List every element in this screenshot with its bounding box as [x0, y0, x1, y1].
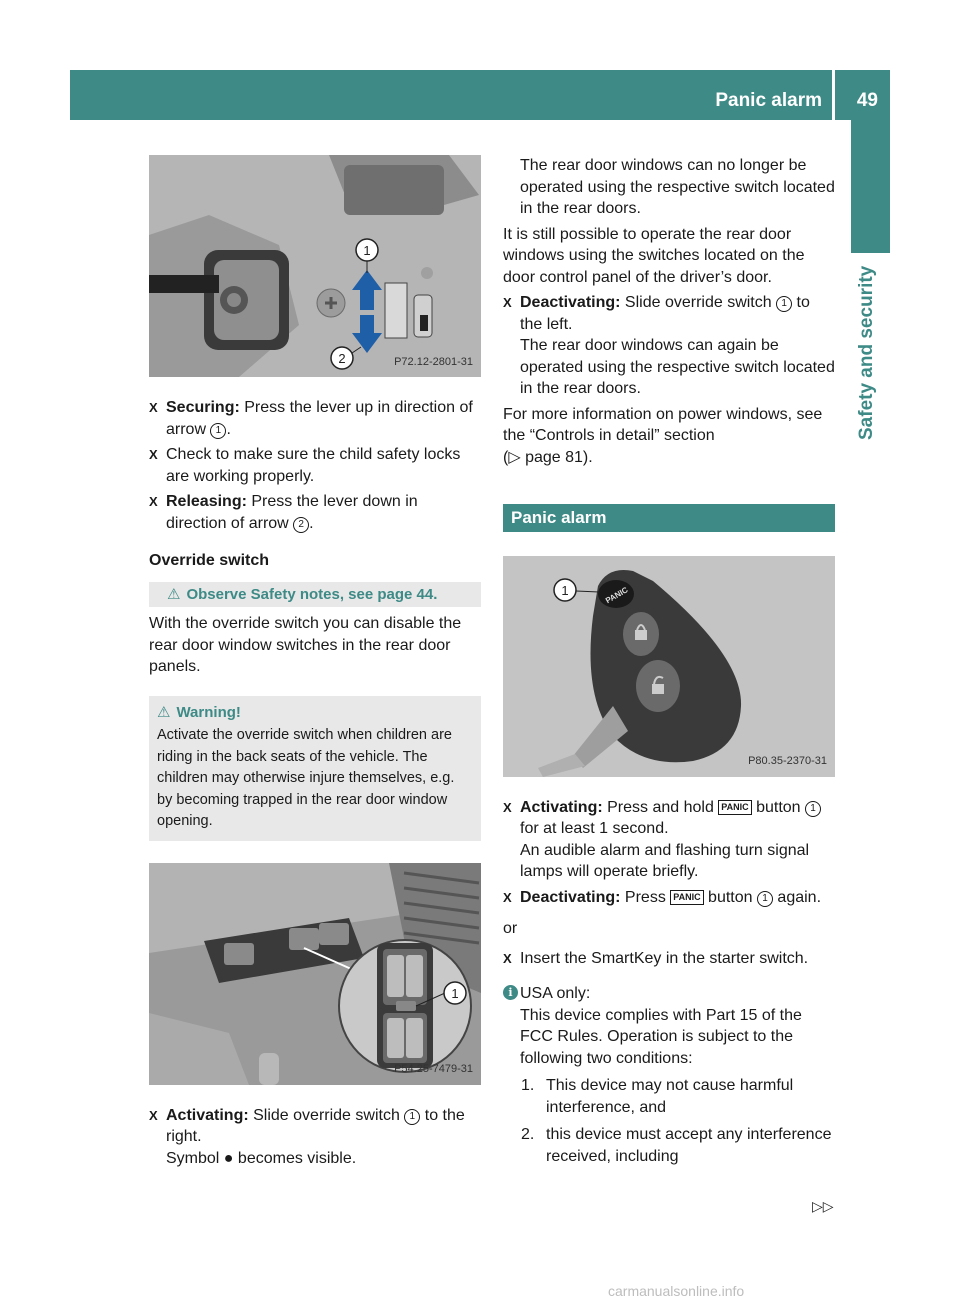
step-marker: X	[503, 295, 512, 310]
step-label: Deactivating:	[520, 294, 621, 311]
figure-callout-1: 1	[451, 985, 459, 1001]
page-number: 49	[856, 90, 878, 111]
callout-ref: 1	[210, 423, 226, 439]
page-header	[70, 70, 890, 120]
figure-callout-1: 1	[363, 243, 371, 258]
override-switch-illustration	[149, 863, 481, 1085]
step-text: Press the lever down in direction of arrow	[166, 493, 418, 532]
smartkey-illustration	[503, 556, 835, 777]
more-info-text	[503, 404, 835, 469]
step-text: Insert the SmartKey in the starter switch.	[520, 949, 809, 967]
step-text-mid: button	[751, 798, 806, 816]
callout-ref: 1	[805, 801, 821, 817]
figure-code: P54.25-7479-31	[394, 1063, 473, 1075]
override-switch-figure	[149, 863, 481, 1085]
figure-callout-2: 2	[338, 351, 346, 366]
step-marker: X	[503, 799, 512, 815]
info-text: This device complies with Part 15 of the FCC Rules. Operation is subject to the following two conditions:	[520, 1006, 802, 1067]
side-tab	[851, 120, 890, 253]
step-text: Slide override switch	[248, 1106, 405, 1124]
step-text: Press	[620, 888, 671, 906]
step-activating-override	[149, 1105, 481, 1170]
step-marker: X	[149, 400, 158, 415]
step-releasing	[149, 491, 481, 534]
rear-windows-text: The rear door windows can no longer be operated using the respective switch located in the rear doors.	[520, 157, 835, 217]
step-marker: X	[503, 950, 512, 966]
info-note	[503, 983, 835, 1069]
step-marker: X	[503, 889, 512, 905]
continue-arrows-icon: ▷▷	[812, 1198, 834, 1214]
step-check	[149, 444, 481, 487]
section-heading: Panic alarm	[503, 504, 835, 532]
step-label: Deactivating:	[520, 888, 621, 906]
warning-triangle-icon: ⚠	[167, 585, 181, 603]
step-text-end: for at least 1 second.	[520, 820, 669, 837]
step-deactivating-panic	[503, 887, 835, 909]
step-text-mid: button	[703, 888, 757, 906]
callout-ref: 1	[776, 296, 792, 312]
step-text-end: again.	[772, 888, 822, 906]
figure-callout-1: 1	[561, 582, 569, 598]
callout-ref: 1	[404, 1109, 420, 1125]
step-label: Activating:	[166, 1106, 249, 1124]
step-label: Activating:	[520, 798, 603, 816]
smartkey-figure	[503, 556, 835, 777]
step-text: Press the lever up in direction of arrow	[166, 399, 473, 438]
step-label: Releasing:	[166, 493, 247, 510]
info-title: USA only:	[520, 985, 591, 1002]
step-marker: X	[149, 447, 158, 462]
still-possible-text: It is still possible to operate the rear door windows using the switches located on the door control panel of the driver’s door.	[503, 225, 805, 286]
step-line2: The rear door windows can again be operated using the respective switch located in the rear doors.	[520, 337, 835, 397]
step-text-end: .	[226, 420, 231, 438]
panic-key-icon: PANIC	[718, 800, 751, 815]
step-line2: An audible alarm and flashing turn signal lamps will operate briefly.	[520, 841, 810, 880]
warning-text: Activate the override switch when children are riding in the back seats of the vehicle. The children may otherwise injure themselves, e.g. by becoming trapped in the rear door window opening.	[157, 727, 455, 829]
safety-note-text: Observe Safety notes, see page 44.	[186, 585, 438, 603]
step-marker: X	[149, 1107, 158, 1123]
step-line2-start: Symbol	[166, 1149, 224, 1167]
callout-ref: 2	[293, 517, 309, 533]
panic-key-icon: PANIC	[670, 890, 703, 905]
step-insert-smartkey	[503, 948, 835, 970]
step-activating-panic	[503, 797, 835, 883]
child-lock-illustration	[149, 155, 481, 377]
override-text: With the override switch you can disable the rear door window switches in the rear door panels.	[149, 615, 462, 675]
or-text: or	[503, 920, 518, 937]
step-securing	[149, 397, 481, 440]
step-label: Securing:	[166, 399, 240, 416]
left-column	[149, 155, 481, 1173]
figure-code: P72.12-2801-31	[394, 355, 473, 368]
step-marker: X	[149, 494, 158, 509]
header-divider	[832, 70, 835, 120]
info-icon: i	[503, 985, 518, 1000]
list-item	[503, 1124, 835, 1167]
warning-title-text: Warning!	[176, 703, 241, 721]
step-text-end: to the right.	[166, 1106, 465, 1145]
list-text: This device may not cause harmful interference, and	[546, 1077, 794, 1116]
panic-button-label: PANIC	[603, 584, 630, 605]
right-column	[503, 155, 835, 1173]
safety-note	[149, 582, 481, 608]
warning-title	[157, 702, 473, 724]
list-number: 1.	[521, 1077, 535, 1094]
step-text-end: to the left.	[520, 294, 810, 333]
warning-box	[149, 696, 481, 841]
watermark: carmanualsonline.info	[608, 1283, 745, 1299]
figure-code: P80.35-2370-31	[748, 755, 827, 767]
step-text: Check to make sure the child safety locks are working properly.	[166, 446, 461, 485]
callout-ref: 1	[757, 891, 773, 907]
list-number: 2.	[521, 1126, 535, 1143]
child-lock-figure	[149, 155, 481, 377]
page-reference-link[interactable]: (▷ page 81).	[503, 448, 593, 466]
header-title: Panic alarm	[715, 90, 822, 111]
step-text: Press and hold	[602, 798, 719, 816]
dot-symbol: ●	[223, 1149, 234, 1167]
step-line2-end: becomes visible.	[233, 1149, 357, 1167]
warning-triangle-icon: ⚠	[157, 703, 171, 721]
step-deactivating-override	[503, 292, 835, 400]
step-text: Slide override switch	[620, 294, 777, 311]
list-item	[503, 1075, 835, 1118]
list-text: this device must accept any interference received, including	[546, 1126, 832, 1165]
more-info-line: For more information on power windows, see the “Controls in detail” section	[503, 405, 823, 444]
side-tab-label: Safety and security	[856, 265, 877, 440]
override-heading: Override switch	[149, 552, 270, 569]
step-text-end: .	[309, 514, 314, 532]
